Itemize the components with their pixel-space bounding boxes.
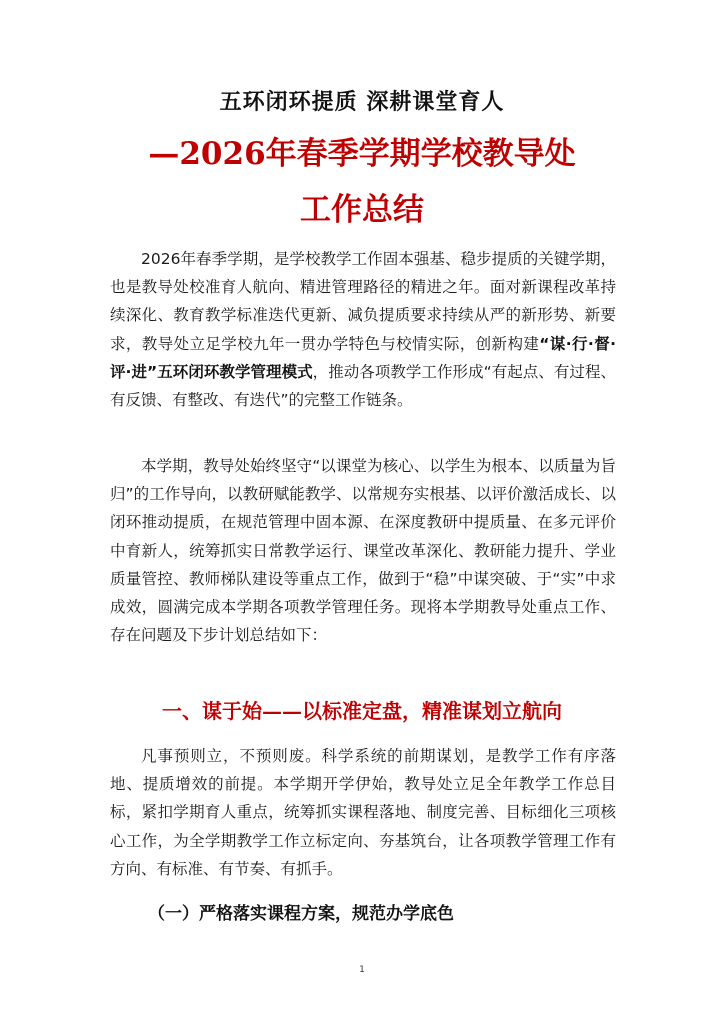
document-subtitle-line1: —2026年春季学期学校教导处 — [148, 136, 576, 172]
overview-paragraph: 本学期，教导处始终坚守“以课堂为核心、以学生为根本、以质量为旨归”的工作导向，以教研赋能教学、以常规夯实根基、以评价激活成长、以闭环推动提质，在规范管理中固本源、在深度教研中提质量、在多元评价中育新人，统筹抓实日常教学运行、课堂改革深化、教研能力提升、学业质量管控、教师梯队建设等重点工作，做到于“稳”中谋突破、于“实”中求成效，圆满完成本学期各项教学管理任务。现将本学期教导处重点工作、存在问题及下步计划总结如下： — [110, 457, 616, 645]
document-subtitle-line2: 工作总结 — [300, 192, 424, 228]
section-heading-1: 一、谋于始——以标准定盘，精准谋划立航向 — [162, 699, 562, 723]
section1-paragraph: 凡事预则立，不预则废。科学系统的前期谋划，是教学工作有序落地、提质增效的前提。本学期开学伊始，教导处立足全年教学工作总目标，紧扣学期育人重点，统筹抓实课程落地、制度完善、目标细化三项核心工作，为全学期教学工作立标定向、夯基筑台，让各项教学管理工作有方向、有标准、有节奏、有抓手。 — [110, 747, 616, 878]
intro-paragraph — [110, 245, 616, 414]
intro-text-start: 2026年春季学期，是学校教学工作固本强基、稳步提质的关键学期，也是教导处校准育人航向、精进管理路径的精进之年。面对新课程改革持续深化、教育教学标准迭代更新、减负提质要求持续从严的新形势、新要求，教导处立足学校九年一贯办学特色与校情实际，创新构建 — [110, 250, 616, 353]
intro-bold-model: “谋·行·督·评·进”五环闭环教学管理模式 — [110, 334, 616, 381]
page-number: 1 — [359, 965, 365, 975]
subsection-heading-1: （一）严格落实课程方案，规范办学底色 — [148, 904, 454, 924]
document-title: 五环闭环提质 深耕课堂育人 — [219, 90, 505, 115]
intro-text-end: ，推动各项教学工作形成“有起点、有过程、有反馈、有整改、有迭代”的完整工作链条。 — [110, 362, 616, 410]
